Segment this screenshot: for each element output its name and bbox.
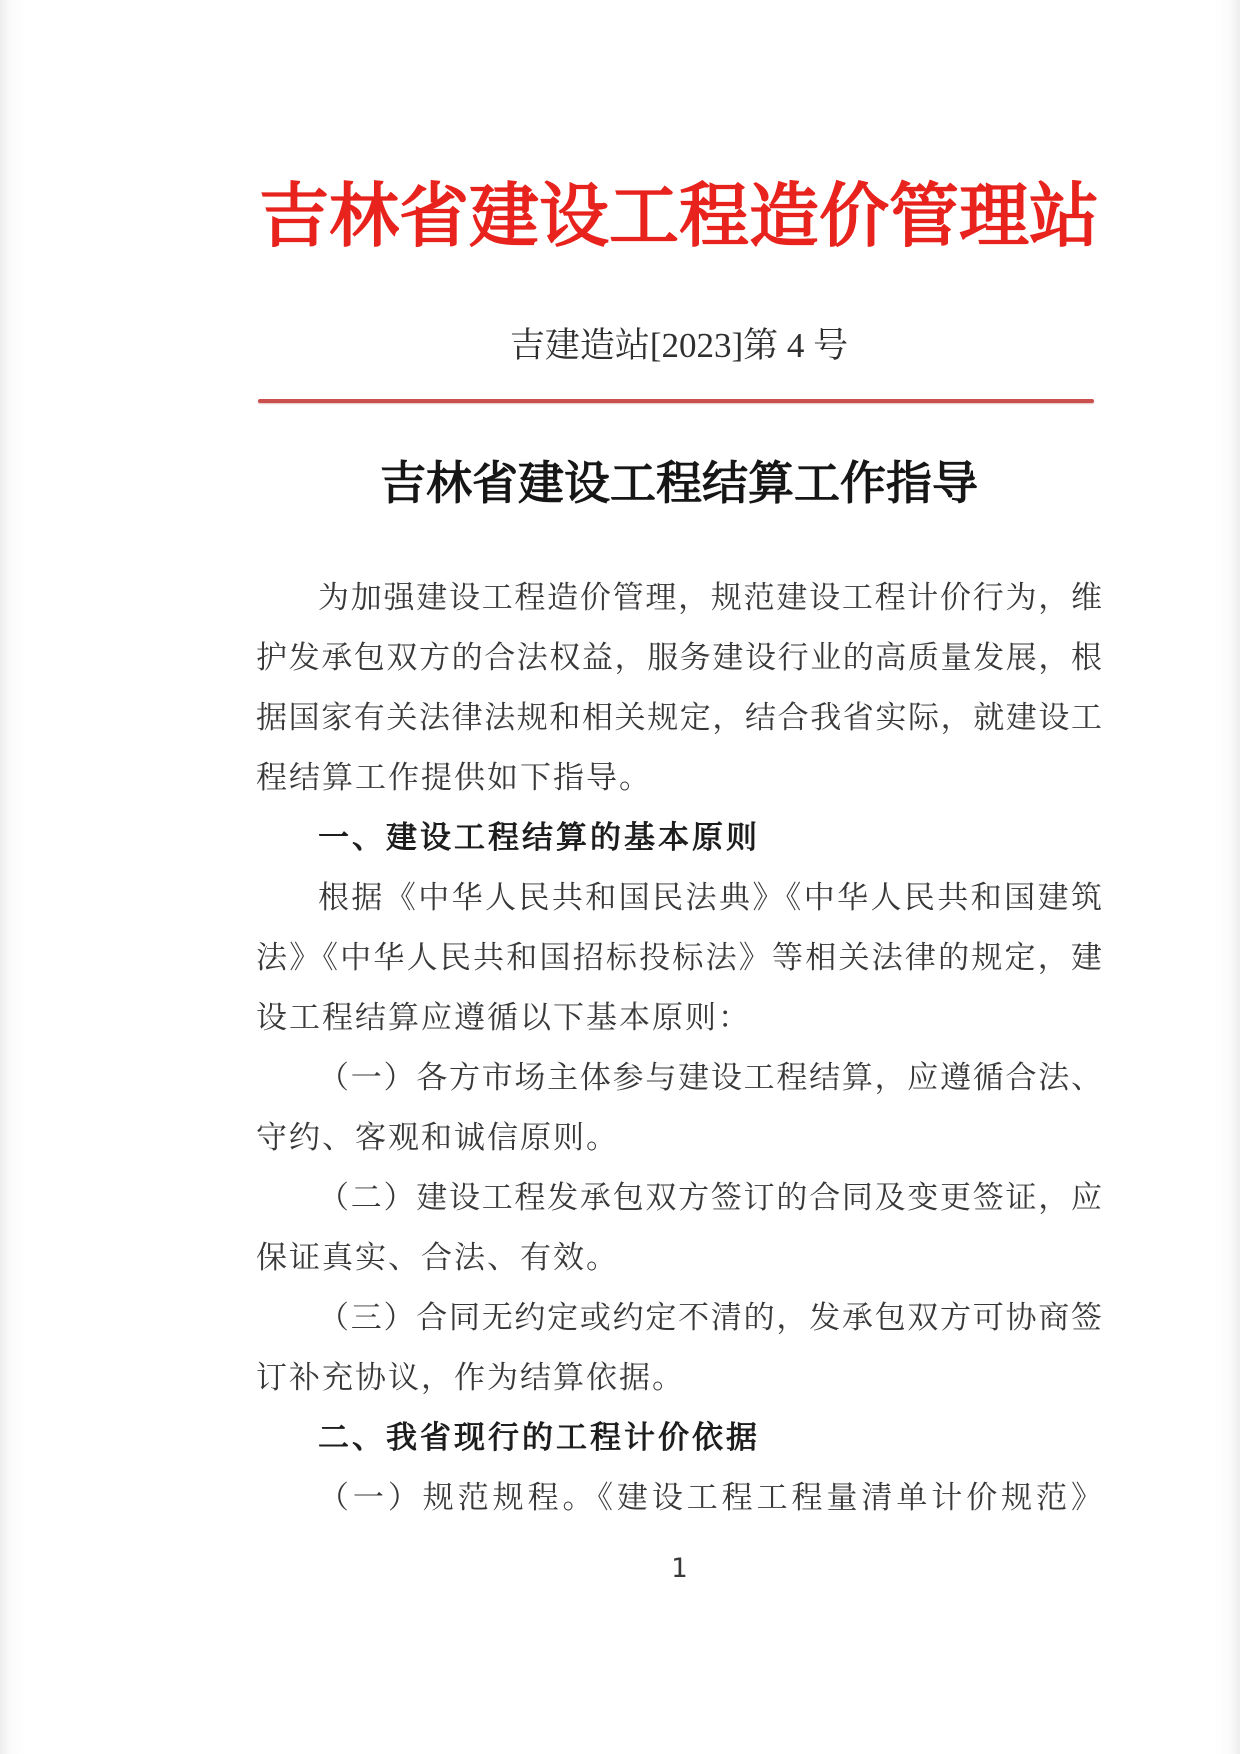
body-line: 护发承包双方的合法权益，服务建设行业的高质量发展，根 bbox=[256, 640, 1102, 675]
body-line: （一）各方市场主体参与建设工程结算，应遵循合法、 bbox=[318, 1060, 1102, 1095]
body-line: 法》《中华人民共和国招标投标法》等相关法律的规定，建 bbox=[256, 940, 1102, 975]
document-title: 吉林省建设工程结算工作指导 bbox=[380, 458, 978, 509]
body-line: 据国家有关法律法规和相关规定，结合我省实际，就建设工 bbox=[256, 700, 1102, 735]
body-line: （一）规范规程。《建设工程工程量清单计价规范》 bbox=[318, 1480, 1102, 1515]
document-number: 吉建造站[2023]第 4 号 bbox=[509, 326, 849, 365]
body-line: 设工程结算应遵循以下基本原则： bbox=[256, 1000, 751, 1035]
body-line: 订补充协议，作为结算依据。 bbox=[256, 1360, 685, 1395]
body-line: 守约、客观和诚信原则。 bbox=[256, 1120, 619, 1155]
body-line: 保证真实、合法、有效。 bbox=[256, 1240, 619, 1275]
section-heading: 二、我省现行的工程计价依据 bbox=[318, 1420, 760, 1455]
body-line: 为加强建设工程造价管理，规范建设工程计价行为，维 bbox=[318, 580, 1102, 615]
body-line: （二）建设工程发承包双方签订的合同及变更签证，应 bbox=[318, 1180, 1102, 1215]
agency-title: 吉林省建设工程造价管理站 bbox=[259, 179, 1099, 256]
document-content bbox=[256, 0, 1102, 1754]
document-body bbox=[256, 568, 1102, 1528]
section-heading: 一、建设工程结算的基本原则 bbox=[318, 820, 760, 855]
page-number: 1 bbox=[670, 1553, 688, 1584]
body-line: 根据《中华人民共和国民法典》《中华人民共和国建筑 bbox=[318, 880, 1102, 915]
body-line: 程结算工作提供如下指导。 bbox=[256, 760, 652, 795]
body-line: （三）合同无约定或约定不清的，发承包双方可协商签 bbox=[318, 1300, 1102, 1335]
red-divider-line bbox=[258, 399, 1094, 403]
